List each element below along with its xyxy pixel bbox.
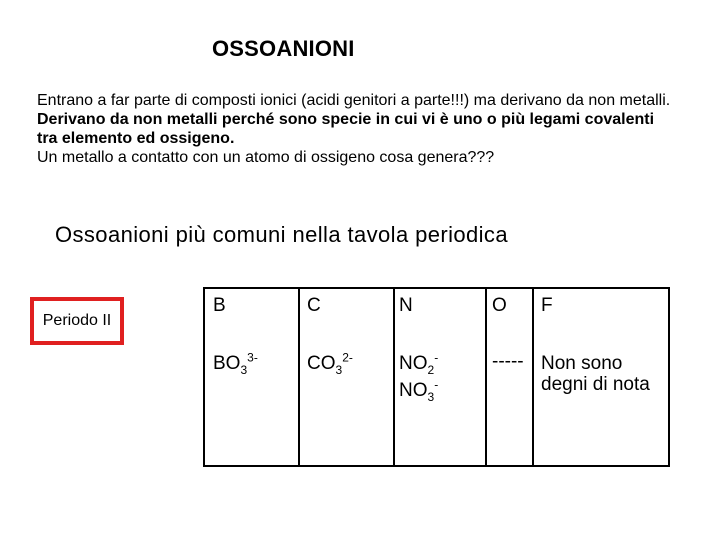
oxygen-value: ----- <box>492 351 524 372</box>
carbonate-formula: $CO_3^{2-}$ <box>307 350 353 377</box>
intro-line-1: Entrano a far parte di composti ionici (acidi genitori a parte!!!) ma derivano da non metalli. <box>37 92 671 109</box>
borate-formula: $BO_3^{3-}$ <box>213 350 258 377</box>
page-title: OSSOANIONI <box>212 36 355 61</box>
header-f: F <box>541 295 553 316</box>
nitrate-formula: $NO_3^-$ <box>399 377 439 404</box>
period-label: Periodo II <box>42 312 112 329</box>
column-divider <box>532 289 534 465</box>
fluorine-note: Non sono degni di nota <box>541 353 650 395</box>
period-label-box <box>30 297 124 345</box>
header-c: C <box>307 295 321 316</box>
header-o: O <box>492 295 507 316</box>
oxoanion-table <box>203 287 670 467</box>
section-subtitle: Ossoanioni più comuni nella tavola periodica <box>55 222 508 247</box>
nitrogen-oxoanions <box>399 350 439 404</box>
intro-text <box>37 91 677 167</box>
intro-line-2: Derivano da non metalli perché sono specie in cui vi è uno o più legami covalenti tra elemento ed ossigeno. <box>37 111 655 147</box>
intro-line-3: Un metallo a contatto con un atomo di ossigeno cosa genera??? <box>37 149 495 166</box>
header-b: B <box>213 295 226 316</box>
column-divider <box>485 289 487 465</box>
column-divider <box>393 289 395 465</box>
nitrite-formula: $NO_2^-$ <box>399 350 439 377</box>
header-n: N <box>399 295 413 316</box>
column-divider <box>298 289 300 465</box>
